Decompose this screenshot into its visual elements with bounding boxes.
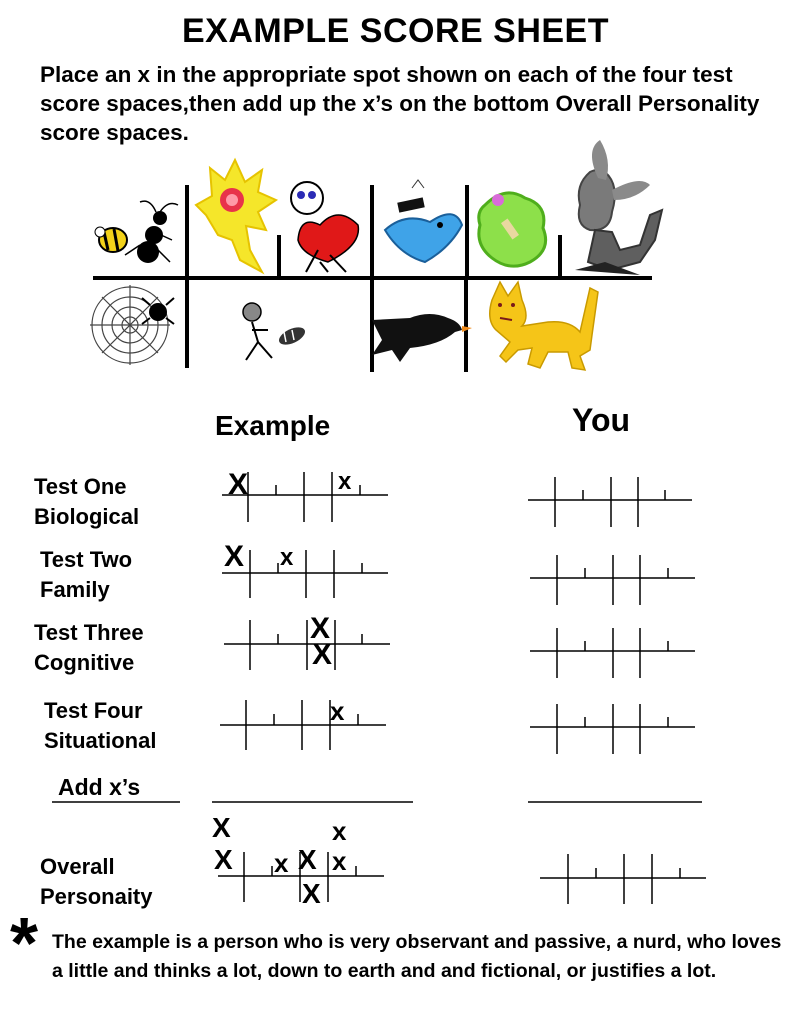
you-scale-test-four — [530, 704, 695, 754]
row-label-overall: Overall Personaity — [40, 854, 153, 909]
x-mark: x — [274, 848, 289, 878]
you-scale-test-two — [530, 555, 695, 605]
x-mark: X — [228, 468, 249, 501]
column-heading-example: Example — [215, 410, 331, 441]
footnote-asterisk: * — [10, 904, 39, 984]
column-heading-you: You — [572, 402, 631, 438]
example-scale-test-two — [222, 550, 388, 598]
x-mark: X — [312, 638, 333, 671]
example-scale-test-three — [224, 620, 390, 670]
x-mark: x — [332, 816, 347, 846]
row-label-test-three: Test Three Cognitive — [34, 620, 144, 675]
footnote-text: The example is a person who is very observant and passive, a nurd, who loves a little and thinks a lot, down to earth and and fictional, or justifies a lot. — [52, 931, 782, 982]
x-mark: X — [212, 812, 231, 843]
you-scale-test-three — [530, 628, 695, 678]
row-label-test-two: Test Two Family — [40, 547, 133, 602]
x-mark: x — [280, 544, 294, 571]
example-scale-test-four — [220, 696, 386, 750]
x-mark: x — [330, 696, 345, 726]
x-mark: X — [214, 844, 233, 875]
x-mark: X — [310, 612, 331, 645]
you-scale-test-one — [528, 477, 692, 527]
x-mark: x — [332, 846, 347, 876]
x-mark: X — [298, 844, 317, 875]
row-label-test-four: Test Four Situational — [44, 698, 157, 753]
x-mark: X — [224, 540, 245, 573]
page-title: EXAMPLE SCORE SHEET — [181, 12, 609, 50]
x-mark: x — [338, 468, 352, 495]
row-label-test-one: Test One Biological — [34, 474, 140, 529]
x-mark: X — [302, 878, 321, 909]
instructions: Place an x in the appropriate spot shown on each of the four test score spaces,then add up the x’s on the bottom Overall Personality score spaces. — [40, 62, 760, 145]
you-scale-overall — [540, 854, 706, 904]
row-label-add-xs: Add x’s — [58, 774, 141, 800]
